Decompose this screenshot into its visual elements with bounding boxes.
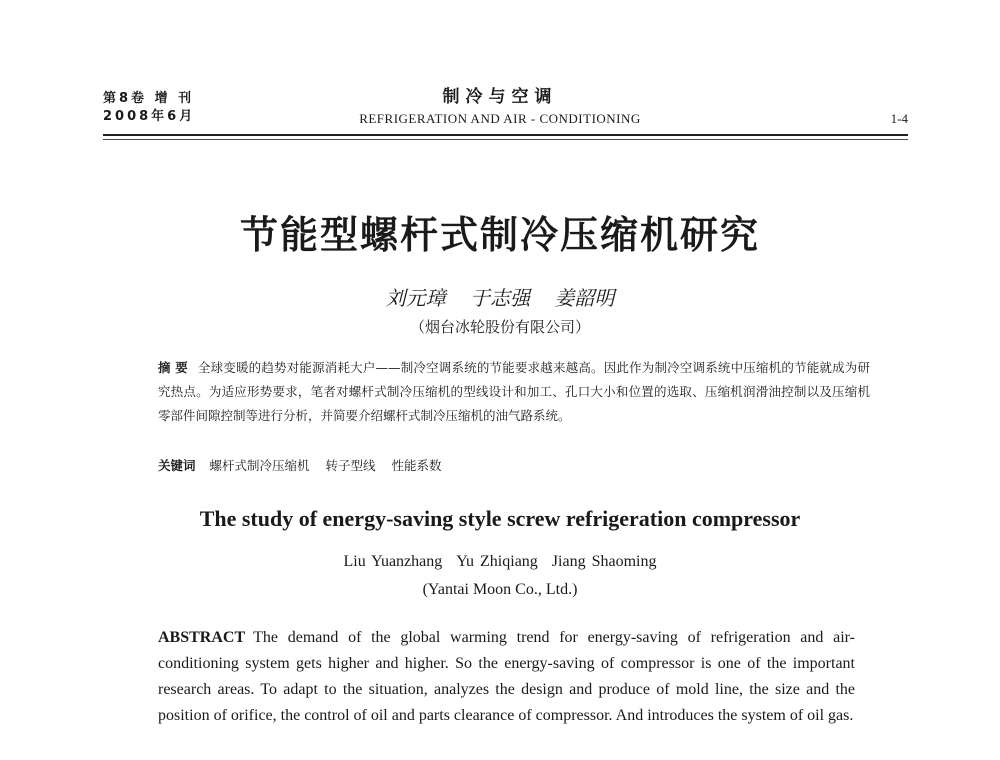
author-en: Yu Zhiqiang <box>456 553 538 570</box>
abstract-en <box>158 625 855 729</box>
page-range: 1-4 <box>890 111 908 126</box>
header-volume-block <box>103 90 195 126</box>
paper-title-en: The study of energy-saving style screw refrigeration compressor <box>199 506 801 531</box>
header-volume: 第8卷 增 刊 <box>103 91 195 106</box>
keywords-cn <box>158 456 870 474</box>
header-journal-block <box>300 86 700 128</box>
authors-en <box>0 553 1000 571</box>
authors-cn: 刘元璋 于志强 姜韶明 <box>385 286 615 310</box>
affiliation-cn: （烟台冰轮股份有限公司） <box>409 318 590 336</box>
header-rule-thin <box>103 139 908 140</box>
header-rule-thick <box>103 134 908 136</box>
author-en: Jiang Shaoming <box>551 553 657 570</box>
keywords-cn-label: 关键词 <box>158 458 196 473</box>
abstract-cn-text: 全球变暖的趋势对能源消耗大户——制冷空调系统的节能要求越来越高。因此作为制冷空调系统中压缩机的节能就成为研究热点。为适应形势要求，笔者对螺杆式制冷压缩机的型线设计和加工、孔口大小和位置的选取、压缩机润滑油控制以及压缩机零部件间隙控制等进行分析，并简要介绍螺杆式制冷压缩机的油气路系统。 <box>158 360 870 423</box>
keyword-item: 转子型线 <box>325 458 376 473</box>
keyword-item: 性能系数 <box>391 458 442 473</box>
abstract-cn <box>158 356 870 428</box>
header-date: 2008年6月 <box>103 109 196 124</box>
abstract-en-label: ABSTRACT <box>158 629 246 646</box>
affiliation-en: (Yantai Moon Co., Ltd.) <box>422 581 578 598</box>
keyword-item: 螺杆式制冷压缩机 <box>209 458 310 473</box>
abstract-cn-label: 摘 要 <box>158 360 188 375</box>
journal-title-cn: 制冷与空调 <box>442 87 558 107</box>
paper-title-cn: 节能型螺杆式制冷压缩机研究 <box>239 213 760 257</box>
journal-title-en: REFRIGERATION AND AIR - CONDITIONING <box>359 111 641 126</box>
abstract-en-text: The demand of the global warming trend for energy-saving of refrigeration and air-conditioning system gets higher and higher. So the energy-saving of compressor is one of the important research areas. To adapt to the situation, analyzes the design and produce of mold line, the size and the position of orifice, the control of oil and parts clearance of compressor. And introduces the system of oil gas. <box>158 629 855 724</box>
author-en: Liu Yuanzhang <box>343 553 443 570</box>
